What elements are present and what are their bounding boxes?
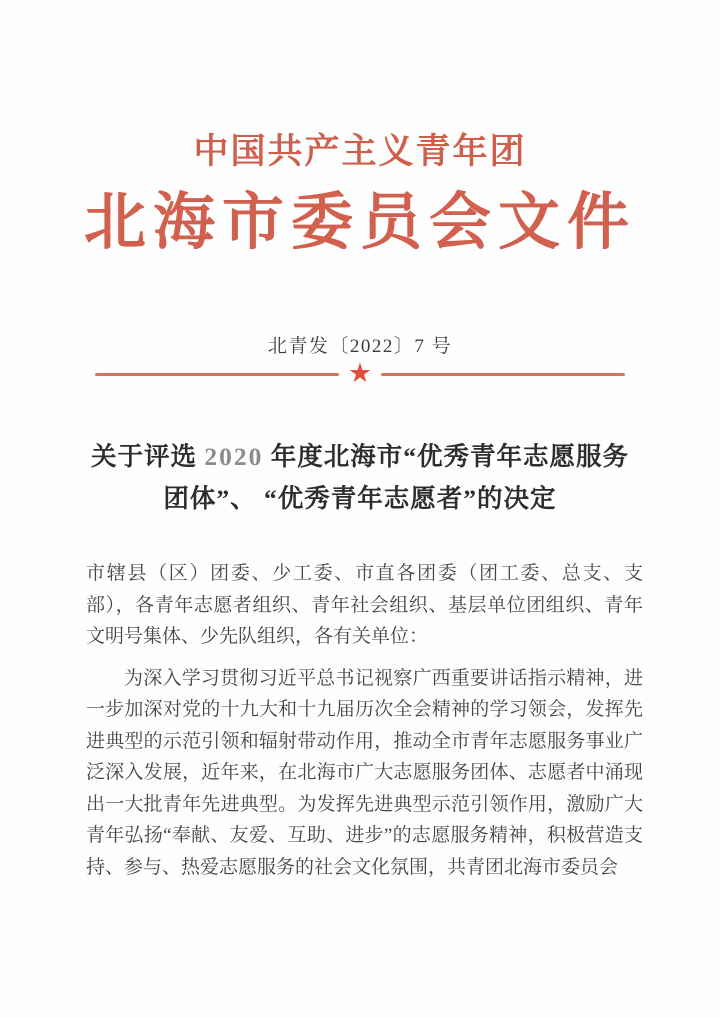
document-title bbox=[60, 436, 660, 520]
issuer-committee-title: 北海市委员会文件 bbox=[83, 189, 636, 257]
star-icon: ★ bbox=[347, 357, 373, 388]
body-paragraph: 为深入学习贯彻习近平总书记视察广西重要讲话指示精神，进一步加深对党的十九大和十九届历次全会精神的学习领会，发挥先进典型的示范引领和辐射带动作用，推动全市青年志愿服务事业广泛深入发展，近年来，在北海市广大志愿服务团体、志愿者中涌现出一大批青年先进典型。为发挥先进典型示范引领作用，激励广大青年弘扬“奉献、友爱、互助、进步”的志愿服务精神，积极营造支持、参与、热爱志愿服务的社会文化氛围，共青团北海市委员会 bbox=[86, 667, 643, 878]
red-star-divider bbox=[95, 357, 625, 388]
document-letterhead bbox=[0, 130, 720, 258]
title-year: 2020 bbox=[204, 442, 264, 471]
title-text-post: 年度北海市“优秀青年志愿服务 bbox=[263, 442, 630, 471]
title-text-pre: 关于评选 bbox=[90, 442, 205, 471]
addressee-paragraph: 市辖县（区）团委、少工委、市直各团委（团工委、总支、支部），各青年志愿者组织、青年社会组织、基层单位团组织、青年文明号集体、少先队组织，各有关单位： bbox=[86, 563, 643, 647]
divider-line-right bbox=[381, 373, 625, 376]
issuer-org-name: 中国共产主义青年团 bbox=[193, 132, 527, 171]
divider-line-left bbox=[95, 373, 339, 376]
title-line-1 bbox=[60, 436, 660, 478]
document-number: 北青发〔2022〕7 号 bbox=[267, 336, 453, 357]
title-line-2: 团体”、 “优秀青年志愿者”的决定 bbox=[163, 484, 557, 513]
document-body bbox=[86, 558, 643, 883]
